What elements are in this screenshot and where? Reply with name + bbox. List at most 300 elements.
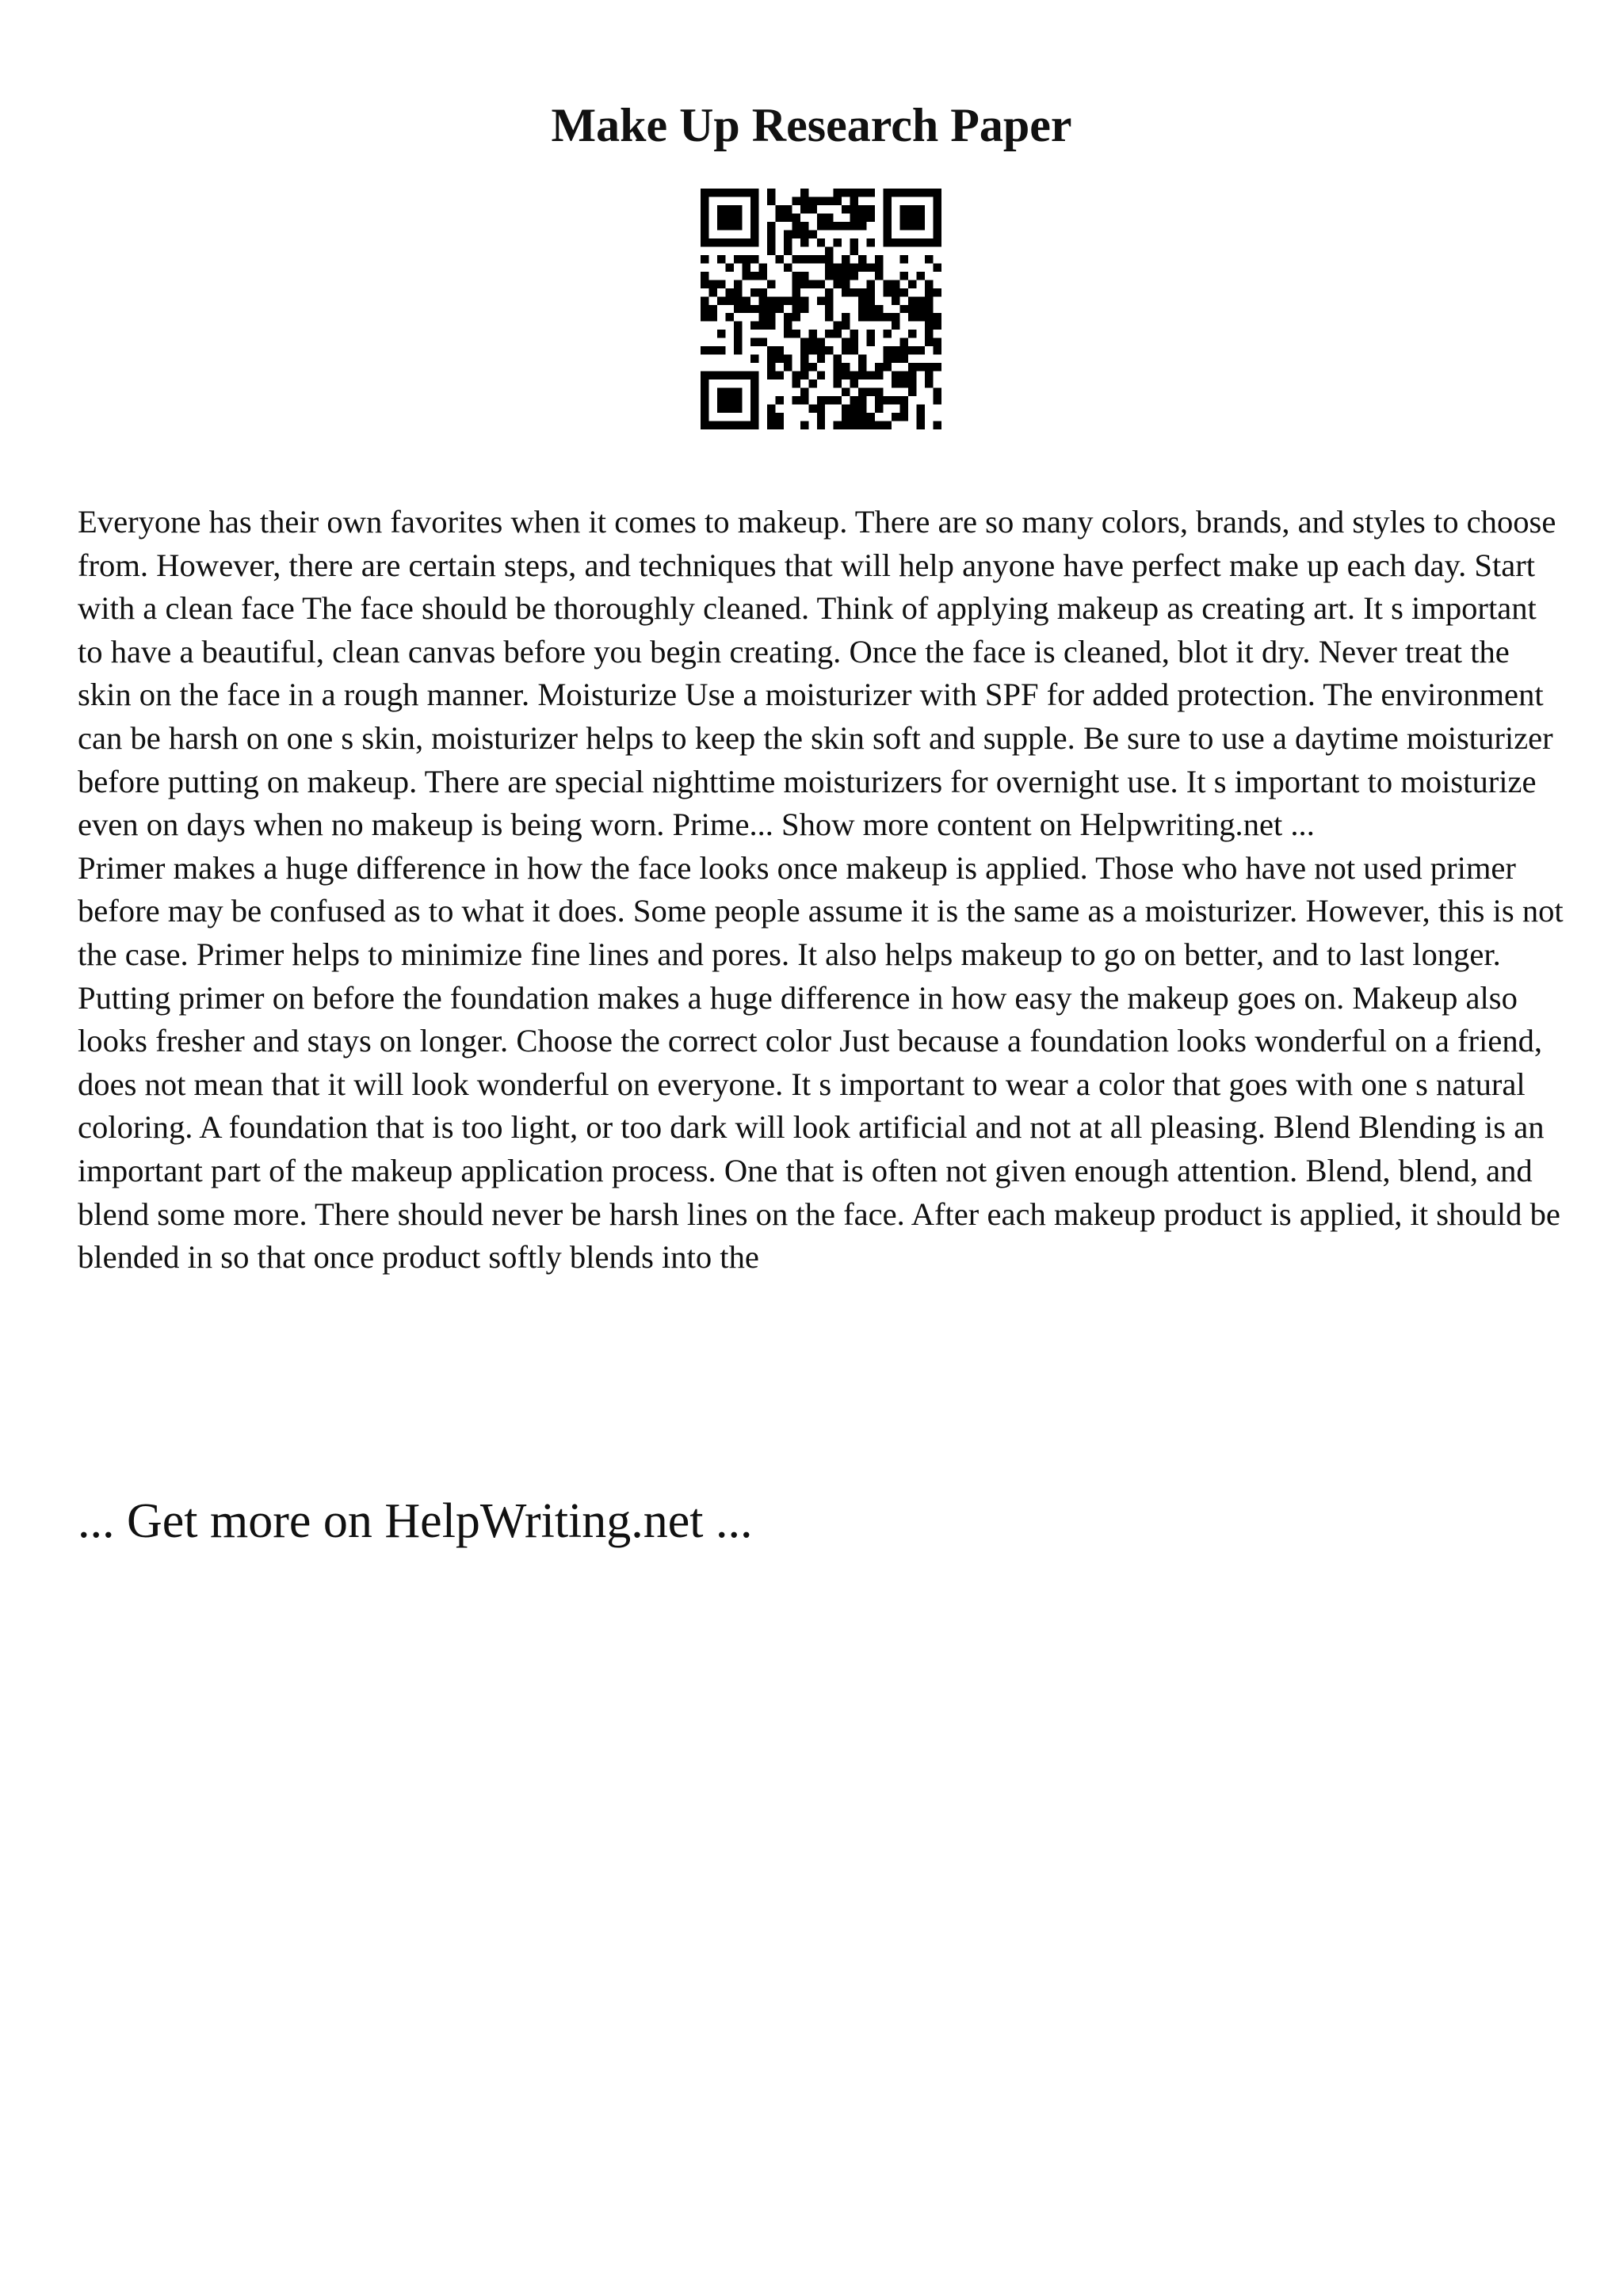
qr-module [750, 372, 758, 379]
qr-module [758, 288, 766, 296]
qr-module [842, 405, 850, 413]
qr-module [792, 379, 800, 387]
qr-module [934, 238, 941, 246]
qr-module [884, 346, 892, 354]
qr-module [934, 388, 941, 396]
qr-module [917, 213, 925, 221]
qr-module [834, 372, 842, 379]
qr-module [767, 405, 775, 413]
qr-module [792, 280, 800, 288]
qr-module [934, 222, 941, 230]
qr-module [867, 280, 875, 288]
article-body [78, 501, 1568, 1280]
qr-module [767, 363, 775, 371]
qr-module [908, 388, 916, 396]
qr-module [717, 255, 725, 263]
qr-module [934, 263, 941, 271]
qr-module [734, 322, 742, 330]
qr-module [775, 213, 783, 221]
qr-module [734, 396, 742, 404]
qr-module [900, 355, 908, 363]
qr-module [742, 263, 750, 271]
qr-module [701, 305, 708, 313]
qr-module [925, 338, 933, 346]
qr-module [800, 222, 808, 230]
qr-module [808, 363, 816, 371]
qr-module [792, 313, 800, 321]
qr-module [850, 196, 858, 204]
qr-module [734, 388, 742, 396]
qr-module [925, 296, 933, 304]
qr-module [825, 213, 833, 221]
qr-module [842, 313, 850, 321]
qr-module [842, 205, 850, 213]
qr-module [900, 255, 908, 263]
qr-module [817, 213, 825, 221]
qr-module [934, 288, 941, 296]
qr-module [708, 280, 716, 288]
qr-module [858, 388, 866, 396]
qr-module [917, 313, 925, 321]
qr-module [892, 413, 899, 421]
get-more-link[interactable]: ... Get more on HelpWriting.net ... [78, 1494, 753, 1548]
qr-module [800, 296, 808, 304]
qr-module [850, 205, 858, 213]
qr-module [842, 346, 850, 354]
qr-module [784, 313, 792, 321]
qr-module [908, 346, 916, 354]
qr-module [750, 222, 758, 230]
qr-module [758, 338, 766, 346]
qr-module [725, 396, 733, 404]
qr-module [892, 238, 899, 246]
qr-module [800, 421, 808, 429]
qr-module [750, 322, 758, 330]
qr-module [708, 305, 716, 313]
qr-module [775, 205, 783, 213]
qr-module [842, 288, 850, 296]
qr-module [717, 280, 725, 288]
qr-module [734, 189, 742, 196]
qr-module [750, 230, 758, 238]
qr-module [708, 313, 716, 321]
qr-module [917, 363, 925, 371]
qr-module [701, 421, 708, 429]
qr-module [875, 272, 883, 280]
qr-module [767, 230, 775, 238]
qr-module [858, 355, 866, 363]
qr-module [701, 372, 708, 379]
qr-module [758, 305, 766, 313]
qr-module [817, 372, 825, 379]
qr-module [867, 189, 875, 196]
qr-module [934, 230, 941, 238]
qr-module [900, 272, 908, 280]
qr-module [875, 396, 883, 404]
qr-module [725, 388, 733, 396]
qr-module [884, 230, 892, 238]
qr-module [850, 263, 858, 271]
paragraph-1: Everyone has their own favorites when it comes to makeup. There are so many colors, brands, and styles to choose from. However, there are certain steps, and techniques that will help anyone have perfect make up each day. Start with a clean face The face should be thoroughly cleaned. Think of applying makeup as creating art. It s important to have a beautiful, clean canvas before you begin creating. Once the face is cleaned, blot it dry. Never treat the skin on the face in a rough manner. Moisturize Use a moisturizer with SPF for added protection. The environment can be harsh on one s skin, moisturizer helps to keep the skin soft and supple. Be sure to use a daytime moisturizer before putting on makeup. There are special nighttime moisturizers for overnight use. It s important to moisturize even on days when no makeup is being worn. Prime... Show more content on Helpwriting.net ... [78, 504, 1556, 843]
qr-module [717, 346, 725, 354]
qr-module [750, 213, 758, 221]
qr-module [917, 296, 925, 304]
qr-module [817, 405, 825, 413]
qr-module [867, 338, 875, 346]
qr-module [934, 338, 941, 346]
qr-module [725, 238, 733, 246]
qr-module [792, 272, 800, 280]
qr-module [892, 296, 899, 304]
qr-module [900, 379, 908, 387]
qr-module [800, 205, 808, 213]
qr-module [934, 205, 941, 213]
qr-module [808, 196, 816, 204]
qr-module [800, 272, 808, 280]
qr-module [850, 246, 858, 254]
qr-module [767, 413, 775, 421]
qr-module [867, 213, 875, 221]
qr-module [908, 296, 916, 304]
qr-module [892, 313, 899, 321]
qr-module [842, 372, 850, 379]
qr-module [750, 305, 758, 313]
qr-module [817, 238, 825, 246]
qr-module [725, 213, 733, 221]
qr-module [858, 413, 866, 421]
qr-module [784, 322, 792, 330]
qr-module [825, 330, 833, 338]
qr-module [884, 363, 892, 371]
qr-module [775, 255, 783, 263]
qr-module [734, 330, 742, 338]
qr-module [767, 280, 775, 288]
qr-module [784, 246, 792, 254]
qr-module [767, 196, 775, 204]
qr-module [734, 405, 742, 413]
qr-module [784, 296, 792, 304]
qr-module [717, 396, 725, 404]
qr-module [717, 189, 725, 196]
qr-module [750, 388, 758, 396]
qr-module [750, 338, 758, 346]
qr-module [884, 238, 892, 246]
qr-module [800, 255, 808, 263]
qr-module [742, 272, 750, 280]
qr-module [900, 372, 908, 379]
qr-module [792, 396, 800, 404]
qr-module [701, 230, 708, 238]
qr-module [808, 379, 816, 387]
qr-module [825, 263, 833, 271]
qr-module [750, 421, 758, 429]
qr-module [775, 355, 783, 363]
qr-module [800, 338, 808, 346]
qr-module [917, 189, 925, 196]
qr-module [825, 222, 833, 230]
qr-module [825, 346, 833, 354]
qr-module [734, 213, 742, 221]
qr-module [792, 230, 800, 238]
qr-module [734, 280, 742, 288]
qr-module [875, 405, 883, 413]
qr-module [800, 363, 808, 371]
qr-module [784, 230, 792, 238]
qr-module [842, 189, 850, 196]
qr-module [925, 288, 933, 296]
qr-module [892, 379, 899, 387]
qr-module [750, 272, 758, 280]
qr-module [701, 313, 708, 321]
qr-module [800, 372, 808, 379]
qr-module [850, 379, 858, 387]
qr-module [908, 213, 916, 221]
qr-module [842, 363, 850, 371]
qr-module [934, 213, 941, 221]
qr-module [775, 421, 783, 429]
qr-module [842, 280, 850, 288]
qr-module [701, 238, 708, 246]
qr-module [775, 305, 783, 313]
qr-module [875, 263, 883, 271]
qr-module [908, 205, 916, 213]
qr-module [817, 355, 825, 363]
qr-module [867, 305, 875, 313]
qr-module [925, 330, 933, 338]
qr-module [925, 238, 933, 246]
qr-module [892, 346, 899, 354]
qr-module [850, 222, 858, 230]
qr-module [875, 313, 883, 321]
qr-module [708, 372, 716, 379]
qr-module [858, 405, 866, 413]
qr-module [767, 313, 775, 321]
qr-module [834, 238, 842, 246]
qr-module [892, 288, 899, 296]
qr-module [767, 355, 775, 363]
qr-module [808, 255, 816, 263]
qr-module [808, 280, 816, 288]
qr-module [834, 189, 842, 196]
qr-module [867, 238, 875, 246]
qr-module [784, 263, 792, 271]
qr-module [842, 272, 850, 280]
qr-module [825, 196, 833, 204]
qr-module [825, 288, 833, 296]
qr-module [925, 372, 933, 379]
qr-module [725, 288, 733, 296]
qr-code-icon [701, 189, 941, 429]
qr-module [858, 372, 866, 379]
qr-module [734, 346, 742, 354]
qr-module [908, 313, 916, 321]
qr-module [867, 372, 875, 379]
qr-module [792, 213, 800, 221]
qr-module [750, 355, 758, 363]
qr-module [767, 421, 775, 429]
qr-module [867, 296, 875, 304]
qr-module [867, 263, 875, 271]
qr-module [767, 222, 775, 230]
qr-module [792, 196, 800, 204]
qr-module [767, 238, 775, 246]
qr-module [934, 346, 941, 354]
qr-module [858, 213, 866, 221]
qr-module [775, 346, 783, 354]
qr-module [875, 255, 883, 263]
qr-module [784, 330, 792, 338]
page-title: Make Up Research Paper [551, 99, 1072, 151]
qr-module [758, 296, 766, 304]
qr-module [725, 296, 733, 304]
qr-module [858, 189, 866, 196]
qr-module [858, 396, 866, 404]
qr-module [717, 213, 725, 221]
qr-module [750, 255, 758, 263]
qr-module [808, 338, 816, 346]
qr-module [934, 396, 941, 404]
qr-module [725, 189, 733, 196]
qr-module [867, 330, 875, 338]
qr-module [900, 205, 908, 213]
qr-module [825, 396, 833, 404]
qr-module [701, 272, 708, 280]
qr-module [842, 388, 850, 396]
qr-module [834, 196, 842, 204]
qr-module [775, 413, 783, 421]
qr-module [875, 363, 883, 371]
qr-module [708, 288, 716, 296]
qr-module [858, 205, 866, 213]
qr-module [758, 263, 766, 271]
qr-module [917, 222, 925, 230]
qr-module [750, 405, 758, 413]
qr-module [717, 405, 725, 413]
qr-module [925, 255, 933, 263]
qr-module [934, 421, 941, 429]
qr-module [867, 388, 875, 396]
qr-module [884, 421, 892, 429]
qr-module [900, 238, 908, 246]
qr-module [834, 222, 842, 230]
qr-module [908, 222, 916, 230]
qr-module [758, 313, 766, 321]
qr-module [767, 296, 775, 304]
qr-module [800, 355, 808, 363]
qr-module [750, 205, 758, 213]
qr-module [900, 413, 908, 421]
qr-module [701, 346, 708, 354]
qr-module [900, 338, 908, 346]
qr-module [850, 346, 858, 354]
qr-module [750, 379, 758, 387]
qr-module [834, 322, 842, 330]
qr-module [775, 396, 783, 404]
qr-module [884, 330, 892, 338]
qr-module [917, 346, 925, 354]
qr-module [917, 205, 925, 213]
qr-module [850, 396, 858, 404]
qr-module [725, 372, 733, 379]
qr-module [708, 189, 716, 196]
qr-module [917, 421, 925, 429]
qr-module [725, 421, 733, 429]
qr-module [701, 396, 708, 404]
qr-module [908, 238, 916, 246]
qr-module [834, 272, 842, 280]
qr-module [734, 338, 742, 346]
qr-module [734, 288, 742, 296]
qr-module [784, 363, 792, 371]
qr-module [908, 280, 916, 288]
qr-module [701, 205, 708, 213]
qr-module [750, 196, 758, 204]
qr-module [800, 396, 808, 404]
qr-module [750, 413, 758, 421]
qr-module [742, 421, 750, 429]
qr-module [900, 189, 908, 196]
qr-module [858, 288, 866, 296]
qr-module [908, 305, 916, 313]
qr-module [701, 222, 708, 230]
qr-module [775, 296, 783, 304]
qr-module [800, 230, 808, 238]
qr-module [708, 346, 716, 354]
qr-module [850, 413, 858, 421]
qr-module [934, 363, 941, 371]
qr-module [858, 313, 866, 321]
qr-module [742, 372, 750, 379]
qr-module [784, 238, 792, 246]
qr-module [717, 330, 725, 338]
qr-module [800, 346, 808, 354]
qr-module [842, 413, 850, 421]
qr-module [884, 205, 892, 213]
qr-module [875, 388, 883, 396]
qr-module [701, 413, 708, 421]
qr-module [701, 405, 708, 413]
qr-module [867, 421, 875, 429]
qr-module [734, 305, 742, 313]
qr-module [900, 405, 908, 413]
qr-module [850, 213, 858, 221]
qr-module [734, 296, 742, 304]
qr-module [725, 222, 733, 230]
qr-module [858, 255, 866, 263]
qr-module [900, 288, 908, 296]
qr-module [792, 222, 800, 230]
qr-module [934, 313, 941, 321]
qr-module [842, 421, 850, 429]
qr-module [775, 372, 783, 379]
qr-module [800, 280, 808, 288]
qr-module [800, 238, 808, 246]
qr-module [900, 396, 908, 404]
qr-module [825, 313, 833, 321]
qr-module [908, 330, 916, 338]
qr-module [900, 222, 908, 230]
qr-module [717, 296, 725, 304]
qr-module [842, 338, 850, 346]
qr-module [808, 346, 816, 354]
qr-module [758, 272, 766, 280]
qr-module [742, 238, 750, 246]
qr-module [884, 355, 892, 363]
qr-module [875, 421, 883, 429]
qr-module [701, 388, 708, 396]
paragraph-2: Primer makes a huge difference in how the face looks once makeup is applied. Those who have not used primer before may be confused as to what it does. Some people assume it is the same as a moisturizer. However, this is not the case. Primer helps to minimize fine lines and pores. It also helps makeup to go on better, and to last longer. Putting primer on before the foundation makes a huge difference in how easy the makeup goes on. Makeup also looks fresher and stays on longer. Choose the correct color Just because a foundation looks wonderful on a friend, does not mean that it will look wonderful on everyone. It s important to wear a color that goes with one s natural coloring. A foundation that is too light, or too dark will look artificial and not at all pleasing. Blend Blending is an important part of the makeup application process. One that is often not given enough attention. Blend, blend, and blend some more. There should never be harsh lines on the face. After each makeup product is applied, it should be blended in so that once product softly blends into the [78, 849, 1564, 1276]
qr-module [767, 246, 775, 254]
